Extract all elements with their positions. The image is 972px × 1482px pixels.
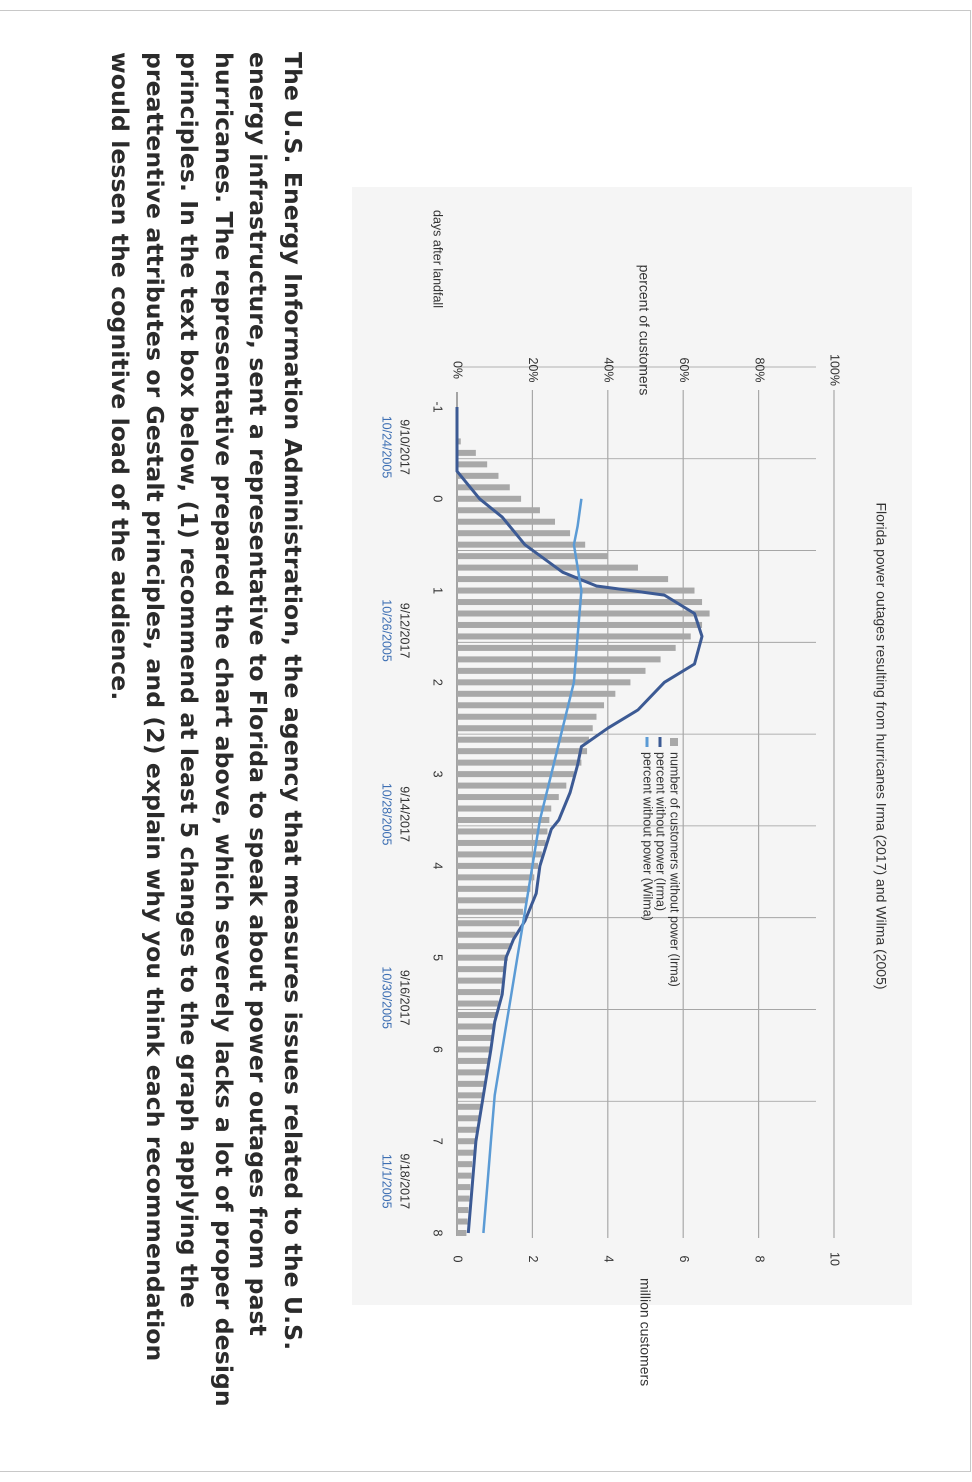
chart-title: Florida power outages resulting from hurricanes Irma (2017) and Wilma (2005) bbox=[873, 502, 890, 990]
customer-bar bbox=[457, 943, 512, 949]
customer-bar bbox=[457, 1138, 476, 1144]
day-tick-label: 3 bbox=[430, 770, 445, 778]
day-tick-label: 1 bbox=[430, 587, 445, 595]
customer-bar bbox=[457, 1058, 489, 1064]
million-axis-label: million customers bbox=[637, 1278, 654, 1387]
irma-date-label: 9/10/2017 bbox=[397, 419, 412, 475]
million-tick-label: 4 bbox=[601, 1255, 616, 1263]
percent-tick-label: 80% bbox=[752, 357, 767, 383]
percent-tick-label: 40% bbox=[601, 357, 616, 383]
customer-bar bbox=[457, 679, 630, 685]
customer-bar bbox=[457, 1092, 483, 1098]
day-tick-label: 4 bbox=[430, 862, 445, 870]
customer-bar bbox=[457, 1150, 474, 1156]
customer-bar bbox=[457, 863, 538, 869]
day-axis-label: days after landfall bbox=[430, 210, 445, 308]
customer-bar bbox=[457, 1161, 472, 1167]
customer-bar bbox=[457, 461, 487, 467]
million-tick-label: 0 bbox=[450, 1255, 465, 1263]
customer-bar bbox=[457, 886, 531, 892]
customer-bar bbox=[457, 1127, 478, 1133]
wilma-date-label: 10/24/2005 bbox=[379, 415, 394, 479]
wilma-date-label: 10/26/2005 bbox=[379, 599, 394, 662]
customer-bar bbox=[457, 828, 547, 834]
day-tick-label: 8 bbox=[430, 1229, 445, 1237]
customer-bar bbox=[457, 576, 668, 582]
customer-bar bbox=[457, 817, 549, 823]
customer-bar bbox=[457, 645, 676, 651]
customer-bar bbox=[457, 794, 559, 800]
customer-bar bbox=[457, 1173, 471, 1179]
million-tick-label: 8 bbox=[752, 1255, 767, 1263]
day-tick-label: 6 bbox=[430, 1045, 445, 1053]
customer-bar bbox=[457, 955, 508, 961]
percent-tick-label: 20% bbox=[526, 357, 541, 383]
customer-bar bbox=[457, 1001, 498, 1007]
question-text: The U.S. Energy Information Administration, the agency that measures issues related to the U.S. energy infrastructure, sent a representative to Florida to speak about power outages from past hurricanes. The representative prepared the chart above, which severely lacks a lot of proper design principles. In the text box below, (1) recommend at least 5 changes to the graph applying the preattentive attributes or Gestalt principles, and (2) explain why you think each recommendation would lessen the cognitive load of the audience. bbox=[106, 52, 307, 1407]
customer-bar bbox=[457, 542, 585, 548]
customer-bar bbox=[457, 588, 695, 594]
million-tick-label: 6 bbox=[676, 1255, 691, 1263]
customer-bar bbox=[457, 668, 646, 674]
legend-swatch bbox=[670, 738, 678, 746]
customer-bar bbox=[457, 691, 615, 697]
day-tick-label: 0 bbox=[430, 495, 445, 503]
customer-bar bbox=[457, 1219, 468, 1225]
million-tick-label: 2 bbox=[526, 1255, 541, 1263]
percent-tick-label: 60% bbox=[676, 357, 691, 383]
customer-bar bbox=[457, 496, 521, 502]
day-tick-label: 5 bbox=[430, 954, 445, 962]
percent-tick-label: 0% bbox=[450, 360, 465, 380]
customer-bar bbox=[457, 966, 504, 972]
day-tick-label: 7 bbox=[430, 1137, 445, 1145]
customer-bar bbox=[457, 1046, 491, 1052]
customer-bar bbox=[457, 725, 593, 731]
customer-bar bbox=[457, 806, 551, 812]
customer-bar bbox=[457, 840, 546, 846]
customer-bar bbox=[457, 851, 542, 857]
irma-date-label: 9/18/2017 bbox=[397, 1153, 412, 1210]
customer-bar bbox=[457, 920, 519, 926]
customer-bar bbox=[457, 553, 608, 559]
customer-bar bbox=[457, 771, 574, 777]
customer-bar bbox=[457, 1012, 497, 1018]
wilma-date-label: 11/1/2005 bbox=[379, 1153, 394, 1209]
percent-axis-label: percent of customers bbox=[636, 264, 653, 396]
wilma-date-label: 10/28/2005 bbox=[379, 782, 394, 846]
customer-bar bbox=[457, 1104, 482, 1110]
customer-bar bbox=[457, 932, 515, 938]
percent-tick-label: 100% bbox=[827, 354, 842, 386]
day-tick-label: -1 bbox=[430, 401, 445, 413]
customer-bar bbox=[457, 737, 589, 743]
customer-bar bbox=[457, 565, 638, 571]
customer-bar bbox=[457, 1069, 487, 1075]
legend-swatch bbox=[646, 737, 649, 747]
customer-bar bbox=[457, 874, 534, 880]
customer-bar bbox=[457, 484, 510, 490]
irma-date-label: 9/14/2017 bbox=[397, 786, 412, 842]
customer-bar bbox=[457, 760, 581, 766]
legend-label: percent without power (Irma) bbox=[653, 752, 668, 912]
customer-bar bbox=[457, 611, 710, 617]
customer-bar bbox=[457, 978, 502, 984]
day-tick-label: 2 bbox=[430, 678, 445, 686]
customer-bar bbox=[457, 1207, 468, 1213]
customer-bar bbox=[457, 989, 500, 995]
customer-bar bbox=[457, 1230, 466, 1236]
customer-bar bbox=[457, 714, 596, 720]
customer-bar bbox=[457, 702, 604, 708]
million-tick-label: 10 bbox=[827, 1252, 842, 1266]
irma-date-label: 9/12/2017 bbox=[397, 602, 412, 659]
wilma-date-label: 10/30/2005 bbox=[379, 966, 394, 1029]
customer-bar bbox=[457, 909, 523, 915]
customer-bar bbox=[457, 748, 587, 754]
customer-bar bbox=[457, 1081, 485, 1087]
customer-bar bbox=[457, 897, 527, 903]
customer-bar bbox=[457, 1024, 495, 1030]
customer-bar bbox=[457, 1035, 493, 1041]
customer-bar bbox=[457, 450, 476, 456]
irma-date-label: 9/16/2017 bbox=[397, 969, 412, 1026]
customer-bar bbox=[457, 1115, 480, 1121]
customer-bar bbox=[457, 1196, 469, 1202]
legend-swatch bbox=[659, 737, 662, 747]
customer-bar bbox=[457, 1184, 470, 1190]
customer-bar bbox=[457, 656, 661, 662]
legend-label: percent without power (Wilma) bbox=[640, 752, 655, 921]
question-block bbox=[40, 52, 310, 1422]
customer-bar bbox=[457, 633, 691, 639]
legend-label: number of customers without power (Irma) bbox=[667, 752, 682, 987]
